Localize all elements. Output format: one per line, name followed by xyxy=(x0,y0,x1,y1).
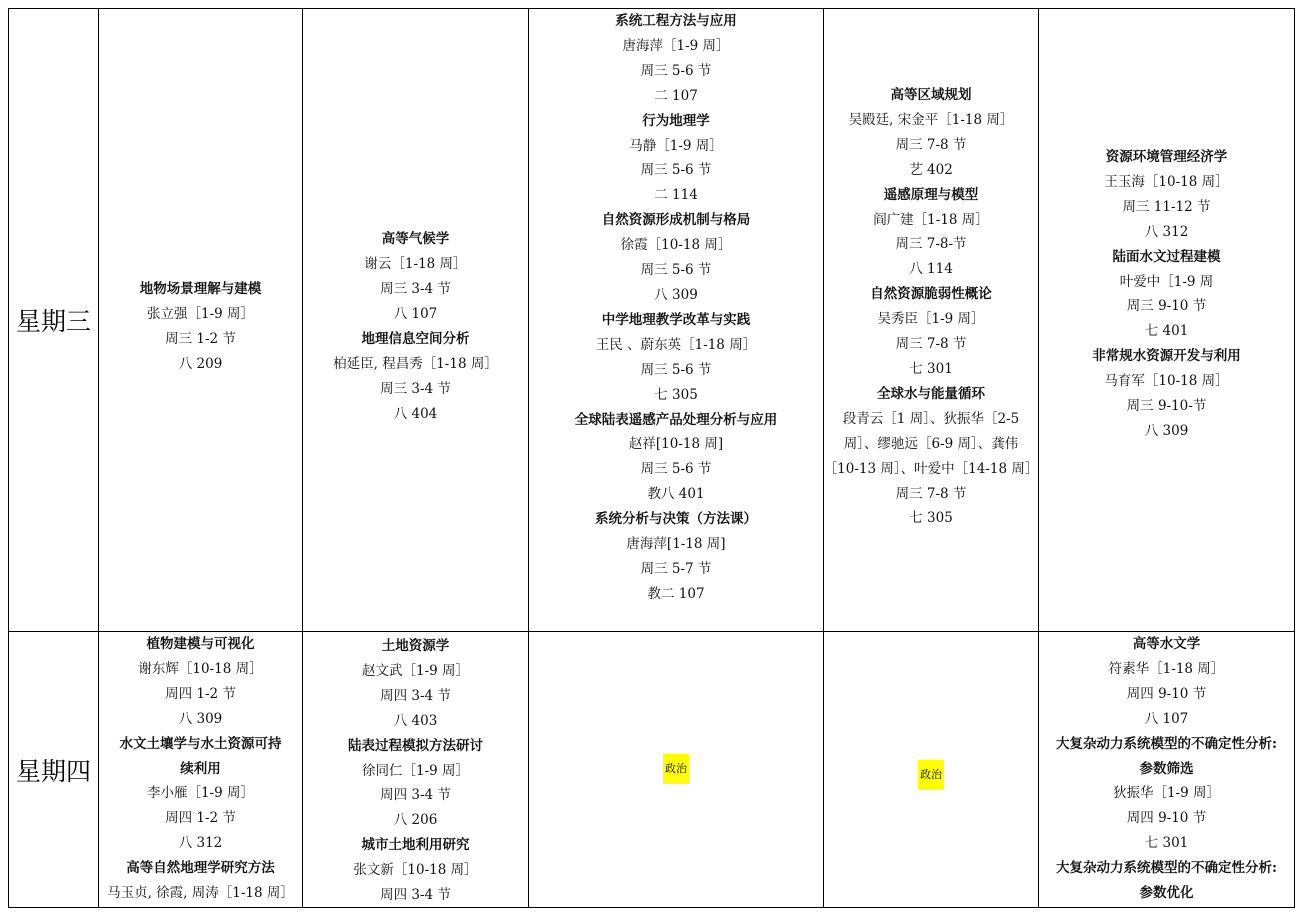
course-teacher: 唐海萍[1-18 周] xyxy=(626,536,726,553)
course-time: 周三 3-4 节 xyxy=(380,380,451,397)
course-title: 大复杂动力系统模型的不确定性分析: xyxy=(1056,860,1277,877)
course-room: 八 312 xyxy=(1144,223,1189,240)
course-time: 周三 5-6 节 xyxy=(640,62,712,79)
course-title: 高等区域规划 xyxy=(890,87,972,103)
course-room: 二 107 xyxy=(654,87,698,104)
course-teacher: 赵文武［1-9 周］ xyxy=(361,662,470,679)
course-teacher: 阎广建［1-18 周］ xyxy=(873,211,989,228)
course-cell xyxy=(824,9,1038,631)
course-list xyxy=(575,9,778,607)
course-room: 八 309 xyxy=(654,286,698,303)
course-time: 周四 3-4 节 xyxy=(380,687,451,704)
course-teacher: 柏延臣, 程昌秀［1-18 周］ xyxy=(333,355,498,372)
course-teacher: 符素华［1-18 周］ xyxy=(1108,660,1225,677)
day-label: 星期四 xyxy=(15,756,91,786)
course-teacher: 马玉贞, 徐霞, 周涛［1-18 周］ xyxy=(107,885,294,902)
course-title: 全球水与能量循环 xyxy=(877,385,985,402)
course-room: 八 206 xyxy=(393,812,438,829)
course-list xyxy=(348,634,483,907)
course-teacher: 李小雁［1-9 周］ xyxy=(146,785,254,802)
course-teacher: 谢东辉［10-18 周］ xyxy=(138,660,263,677)
course-time: 周三 9-10-节 xyxy=(1126,398,1207,415)
course-room: 七 301 xyxy=(1144,835,1189,852)
course-list xyxy=(824,83,1038,531)
course-time: 周三 7-8 节 xyxy=(895,336,967,353)
table-border-right xyxy=(1294,8,1295,908)
course-room: 八 403 xyxy=(393,712,438,729)
course-teacher: 狄振华［1-9 周］ xyxy=(1112,785,1220,802)
course-teacher: 徐同仁［1-9 周］ xyxy=(361,762,470,779)
course-title: 大复杂动力系统模型的不确定性分析: xyxy=(1056,735,1277,752)
course-teacher: ［10-13 周］、叶爱中［14-18 周］ xyxy=(824,460,1038,477)
course-teacher: 张文新［10-18 周］ xyxy=(353,862,478,879)
course-room: 七 401 xyxy=(1144,323,1189,340)
course-room: 八 309 xyxy=(178,710,223,727)
course-time: 周三 7-8 节 xyxy=(895,485,967,502)
course-room: 八 107 xyxy=(393,306,438,323)
course-room: 八 107 xyxy=(1144,710,1189,727)
course-teacher: 徐霞［10-18 周］ xyxy=(620,237,732,254)
course-title: 陆表过程模拟方法研讨 xyxy=(348,737,483,754)
course-time: 周三 3-4 节 xyxy=(380,281,451,298)
course-teacher: 张立强［1-9 周］ xyxy=(146,306,255,323)
course-room: 二 114 xyxy=(654,187,698,204)
course-title: 陆面水文过程建模 xyxy=(1112,248,1221,265)
course-title: 植物建模与可视化 xyxy=(146,636,255,652)
course-cell xyxy=(99,632,302,907)
politics-highlight: 政治 xyxy=(918,760,944,790)
course-cell xyxy=(1039,9,1294,631)
politics-highlight: 政治 xyxy=(663,754,689,784)
course-title: 地物场景理解与建模 xyxy=(139,281,262,298)
course-room: 八 312 xyxy=(178,835,223,852)
course-title: 全球陆表遥感产品处理分析与应用 xyxy=(574,411,778,428)
course-room: 八 114 xyxy=(909,261,953,278)
course-teacher: 王民 、蔚东英［1-18 周］ xyxy=(595,336,757,353)
course-title: 行为地理学 xyxy=(642,112,710,129)
course-list xyxy=(140,277,262,377)
course-time: 周三 5-7 节 xyxy=(640,560,712,577)
course-list xyxy=(1092,145,1241,444)
course-title: 参数优化 xyxy=(1139,885,1194,902)
course-time: 周四 3-4 节 xyxy=(380,887,451,904)
course-cell xyxy=(303,632,528,907)
course-teacher: 唐海萍［1-9 周］ xyxy=(622,37,730,54)
course-time: 周四 9-10 节 xyxy=(1126,810,1207,827)
course-time: 周四 1-2 节 xyxy=(165,685,236,702)
course-time: 周三 5-6 节 xyxy=(640,162,712,179)
course-title: 遥感原理与模型 xyxy=(883,186,979,203)
course-title: 高等气候学 xyxy=(381,231,450,248)
course-time: 周四 3-4 节 xyxy=(380,787,451,804)
course-title: 续利用 xyxy=(180,760,221,777)
course-time: 周三 7-8 节 xyxy=(895,136,967,153)
course-list xyxy=(333,227,498,426)
course-time: 周三 5-6 节 xyxy=(640,262,712,279)
course-cell xyxy=(1039,632,1294,907)
course-title: 水文土壤学与水土资源可持 xyxy=(119,735,282,752)
course-time: 周三 5-6 节 xyxy=(640,361,712,378)
course-title: 中学地理教学改革与实践 xyxy=(601,311,751,328)
course-cell xyxy=(99,9,302,631)
course-time: 周四 1-2 节 xyxy=(165,810,236,827)
course-title: 资源环境管理经济学 xyxy=(1105,149,1228,165)
course-title: 非常规水资源开发与利用 xyxy=(1092,348,1241,365)
course-room: 八 309 xyxy=(1144,422,1189,439)
course-title: 自然资源形成机制与格局 xyxy=(601,212,751,229)
course-list xyxy=(1056,632,1277,906)
course-title: 高等自然地理学研究方法 xyxy=(126,860,275,877)
course-room: 七 305 xyxy=(654,386,698,403)
course-room: 七 301 xyxy=(909,360,953,377)
course-time: 周四 9-10 节 xyxy=(1126,685,1207,702)
course-title: 系统工程方法与应用 xyxy=(615,13,737,29)
course-teacher: 周］、缪驰远［6-9 周］、龚伟 xyxy=(843,435,1019,452)
course-title: 系统分析与决策（方法课） xyxy=(595,511,757,528)
course-teacher: 叶爱中［1-9 周 xyxy=(1119,273,1214,290)
course-cell-politics xyxy=(824,632,1038,907)
course-room: 教八 401 xyxy=(647,486,705,503)
course-room: 七 305 xyxy=(909,510,953,527)
course-room: 八 404 xyxy=(393,405,438,422)
course-teacher: 吴秀臣［1-9 周］ xyxy=(877,311,985,328)
course-time: 周三 1-2 节 xyxy=(165,331,236,347)
day-cell-thursday xyxy=(9,632,98,907)
course-teacher: 吴殿廷, 宋金平［1-18 周］ xyxy=(848,111,1014,128)
course-time: 周三 11-12 节 xyxy=(1122,198,1211,215)
day-label: 星期三 xyxy=(15,307,91,336)
course-teacher: 马静［1-9 周］ xyxy=(629,137,723,154)
course-cell xyxy=(529,9,823,631)
course-title: 参数筛选 xyxy=(1139,760,1194,777)
course-teacher: 谢云［1-18 周］ xyxy=(364,256,467,273)
course-title: 地理信息空间分析 xyxy=(361,331,470,347)
course-room: 八 209 xyxy=(178,355,223,372)
course-title: 城市土地利用研究 xyxy=(361,837,470,854)
course-title: 高等水文学 xyxy=(1132,636,1201,652)
day-cell-wednesday xyxy=(9,9,98,631)
course-cell-politics xyxy=(529,632,823,907)
course-teacher: 马育军［10-18 周］ xyxy=(1104,373,1229,390)
course-title: 自然资源脆弱性概论 xyxy=(870,286,992,303)
course-teacher: 赵祥[10-18 周] xyxy=(628,436,724,453)
course-list xyxy=(107,632,294,906)
course-title: 土地资源学 xyxy=(381,638,450,654)
course-room: 教二 107 xyxy=(647,585,705,602)
course-time: 周三 9-10 节 xyxy=(1126,298,1207,315)
course-time: 周三 7-8-节 xyxy=(895,236,967,253)
course-teacher: 段青云［1 周］、狄振华［2-5 xyxy=(842,410,1020,427)
course-cell xyxy=(303,9,528,631)
table-border-bottom xyxy=(8,907,1294,908)
course-room: 艺 402 xyxy=(909,161,953,178)
course-teacher: 王玉海［10-18 周］ xyxy=(1104,173,1229,190)
course-time: 周三 5-6 节 xyxy=(640,461,712,478)
